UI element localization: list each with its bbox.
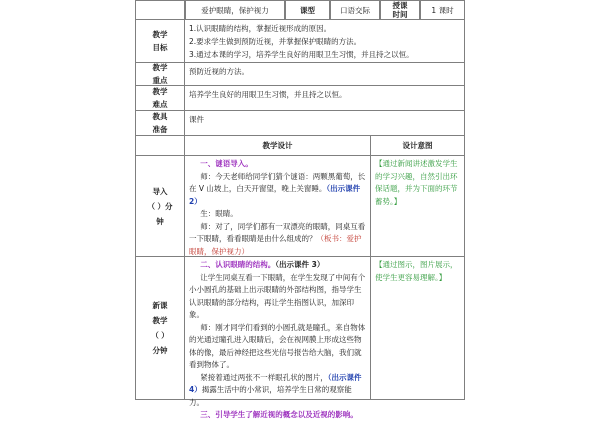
lesson-text: 揭露生活中的小常识，培养学生日常的观察能力。 [189,385,352,407]
section-heading [189,259,366,272]
objective-item: 2.要求学生做到预防近视，并掌握保护眼睛的方法。 [189,37,362,46]
design-intent-header: 设计意图 [370,135,465,156]
intro-content [184,155,371,257]
lesson-type-label: 课型 [285,0,330,20]
lesson-paragraph: 让学生同桌互看一下眼睛，在学生发现了中间有个小小圆孔的基础上出示眼睛的外部结构图，指导学生认识眼睛的部分结构，再让学生指图认识，加深印象。 [189,272,366,319]
lesson-paragraph [189,372,366,410]
lesson-note: （出示课件 4） [189,372,362,394]
intro-intent: 【通过新闻讲述激发学生的学习兴趣，自然引出环保话题，并为下面的环节蓄势。】 [370,155,465,257]
heading-text: 二、认识眼睛的结构。 [200,260,276,269]
key-points-text: 预防近视的方法。 [184,62,465,86]
intro-heading: 一、谜语导入。 [200,159,253,168]
intro-answer: 生：眼睛。 [200,209,238,218]
difficulties-text: 培养学生良好的用眼卫生习惯，并且持之以恒。 [184,85,465,111]
lesson-type-value: 口语交际 [330,0,380,20]
intro-time-label: 导入 （ ）分 钟 [135,155,185,257]
objectives-label: 教学 目标 [135,19,185,63]
lesson-hours-label: 授课 时间 [380,0,420,20]
lesson-text: 紧接着通过两张不一样眼孔状的图片， [200,372,328,382]
objectives-content [184,19,465,63]
lesson-paragraph: 师：刚才同学们看到的小圆孔就是瞳孔，来自物体的光通过瞳孔进入眼睛后，会在视网膜上形成这些物体的像，最后神经把这些光信号报告给大脑，我们就看到物体了。 [189,322,366,369]
heading-note: （出示课件 3） [275,260,325,269]
objective-item: 3.通过本课的学习，培养学生良好的用眼卫生习惯，并且持之以恒。 [189,50,414,59]
intro-text: 师：今天老师给同学们猜个谜语：两颗黑葡萄，长在 V 山坡上，白天开窗望，晚上关窗睡。 [189,171,366,193]
new-lesson-intent: 【通过图示，图片展示，使学生更容易理解。】 [370,256,465,400]
difficulties-label: 教学 难点 [135,85,185,111]
new-lesson-content [184,256,371,419]
intro-note: （出示课件 2） [189,184,361,206]
section-heading: 三、引导学生了解近视的概念以及近视的影响。 [200,410,358,419]
intro-text: 师：对了，同学们都有一双漂亮的眼睛，同桌互看一下眼睛，看看眼睛是由什么组成的？ [189,221,366,243]
materials-label: 教具 准备 [135,110,185,136]
objective-item: 1.认识眼睛的结构，掌握近视形成的原因。 [189,24,332,33]
intro-paragraph [189,221,366,259]
materials-text: 课件 [184,110,465,136]
lesson-title: 爱护眼睛，保护视力 [185,0,285,20]
key-points-label: 教学 重点 [135,62,185,86]
design-header-blank [135,135,185,156]
new-lesson-time-label: 新课 教学 （ ） 分钟 [135,256,185,400]
lesson-hours-value: 1 课时 [420,0,465,20]
board-note: （板书：爱护眼睛，保护视力） [189,234,362,256]
teaching-design-header: 教学设计 [184,135,371,156]
intro-paragraph [189,171,366,209]
header-blank-cell [135,0,185,20]
